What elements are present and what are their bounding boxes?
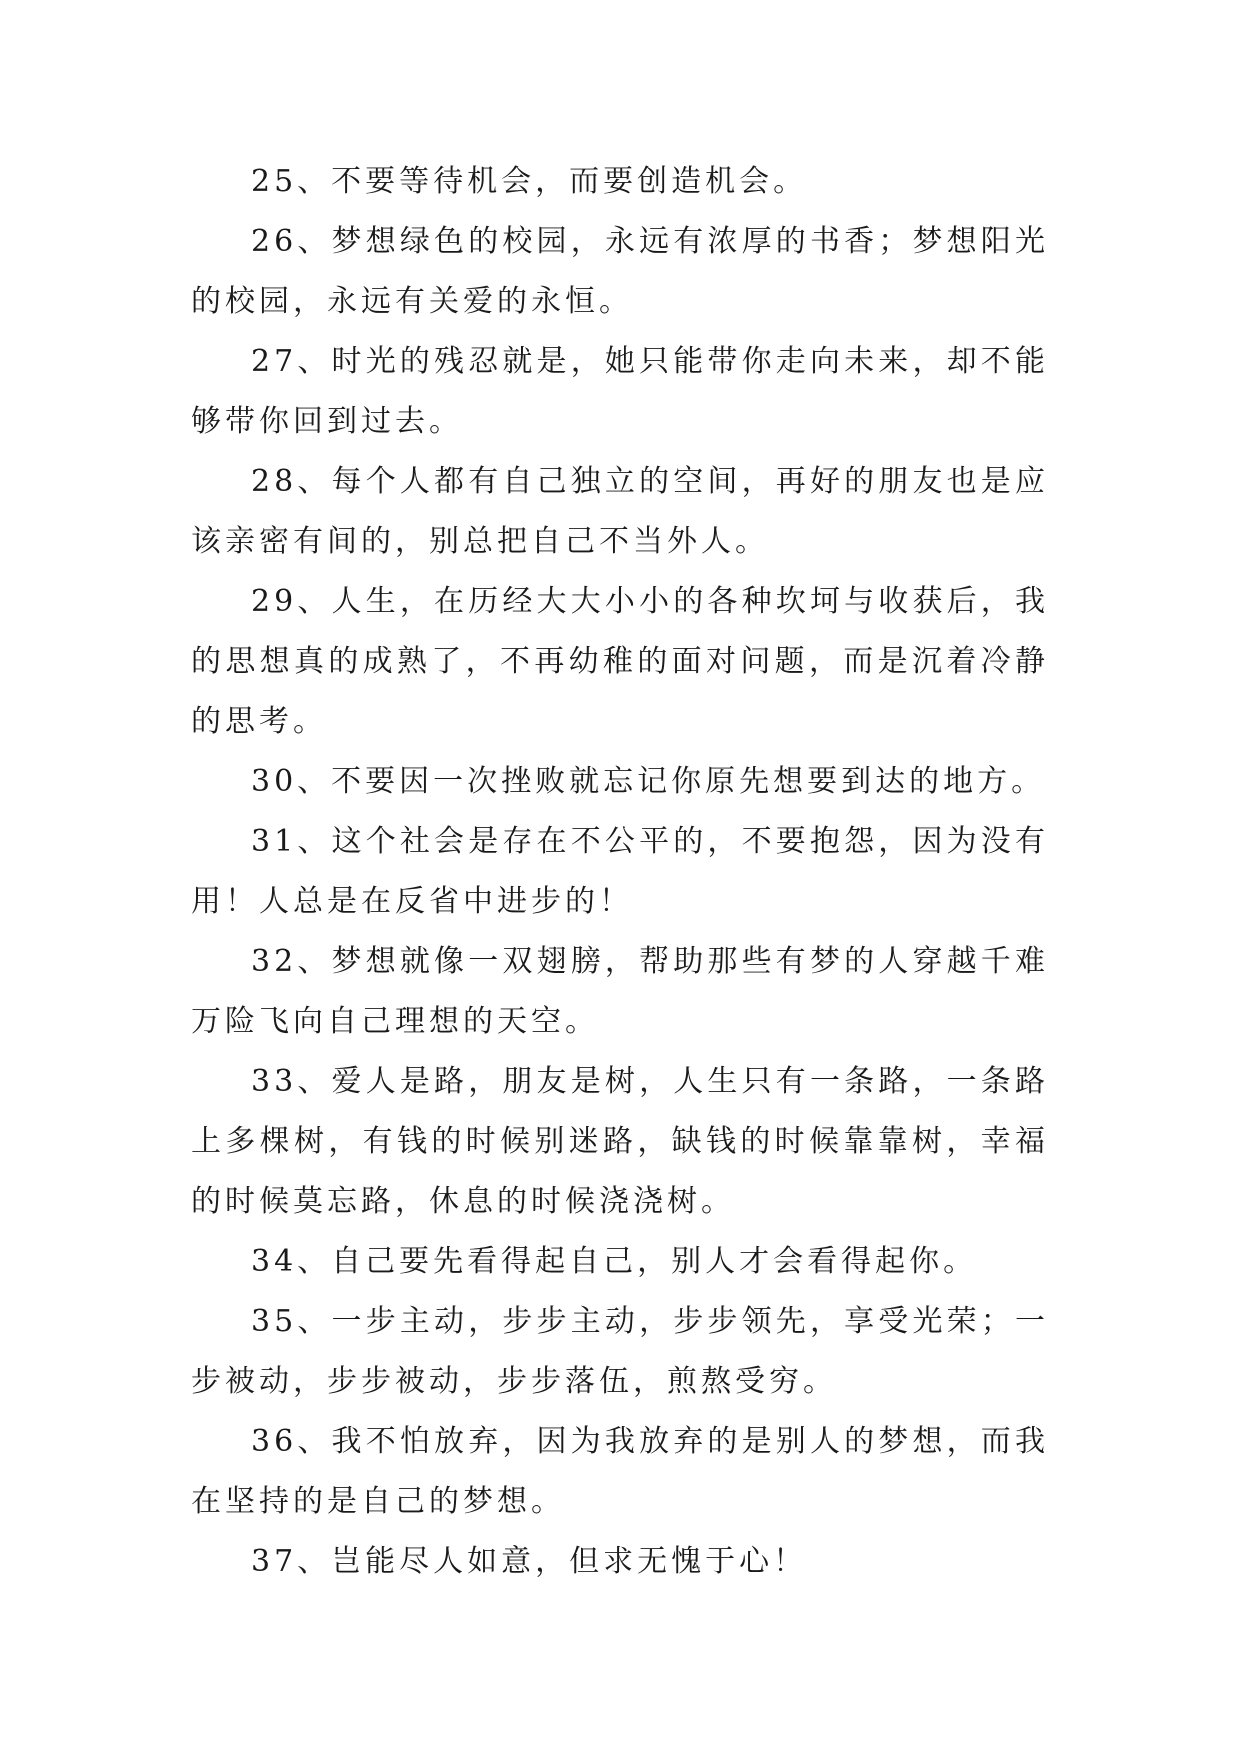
document-body	[191, 152, 1049, 1592]
quote-paragraph-31: 31、这个社会是存在不公平的，不要抱怨，因为没有用！人总是在反省中进步的！	[191, 824, 1049, 919]
quote-paragraph-25: 25、不要等待机会，而要创造机会。	[251, 164, 808, 199]
quote-paragraph-30: 30、不要因一次挫败就忘记你原先想要到达的地方。	[251, 764, 1046, 799]
quote-paragraph-34: 34、自己要先看得起自己，别人才会看得起你。	[251, 1244, 978, 1279]
quote-paragraph-29: 29、人生，在历经大大小小的各种坎坷与收获后，我的思想真的成熟了，不再幼稚的面对问题，而是沉着冷静的思考。	[191, 584, 1049, 739]
quote-paragraph-32: 32、梦想就像一双翅膀，帮助那些有梦的人穿越千难万险飞向自己理想的天空。	[191, 944, 1049, 1039]
quote-paragraph-26: 26、梦想绿色的校园，永远有浓厚的书香；梦想阳光的校园，永远有关爱的永恒。	[191, 224, 1049, 319]
quote-paragraph-27: 27、时光的残忍就是，她只能带你走向未来，却不能够带你回到过去。	[191, 344, 1049, 439]
quote-paragraph-36: 36、我不怕放弃，因为我放弃的是别人的梦想，而我在坚持的是自己的梦想。	[191, 1424, 1049, 1519]
quote-paragraph-28: 28、每个人都有自己独立的空间，再好的朋友也是应该亲密有间的，别总把自己不当外人。	[191, 464, 1049, 559]
quote-paragraph-37: 37、岂能尽人如意，但求无愧于心！	[251, 1544, 808, 1579]
quote-paragraph-33: 33、爱人是路，朋友是树，人生只有一条路，一条路上多棵树，有钱的时候别迷路，缺钱的时候靠靠树，幸福的时候莫忘路，休息的时候浇浇树。	[191, 1064, 1049, 1219]
quote-paragraph-35: 35、一步主动，步步主动，步步领先，享受光荣；一步被动，步步被动，步步落伍，煎熬受穷。	[191, 1304, 1049, 1399]
